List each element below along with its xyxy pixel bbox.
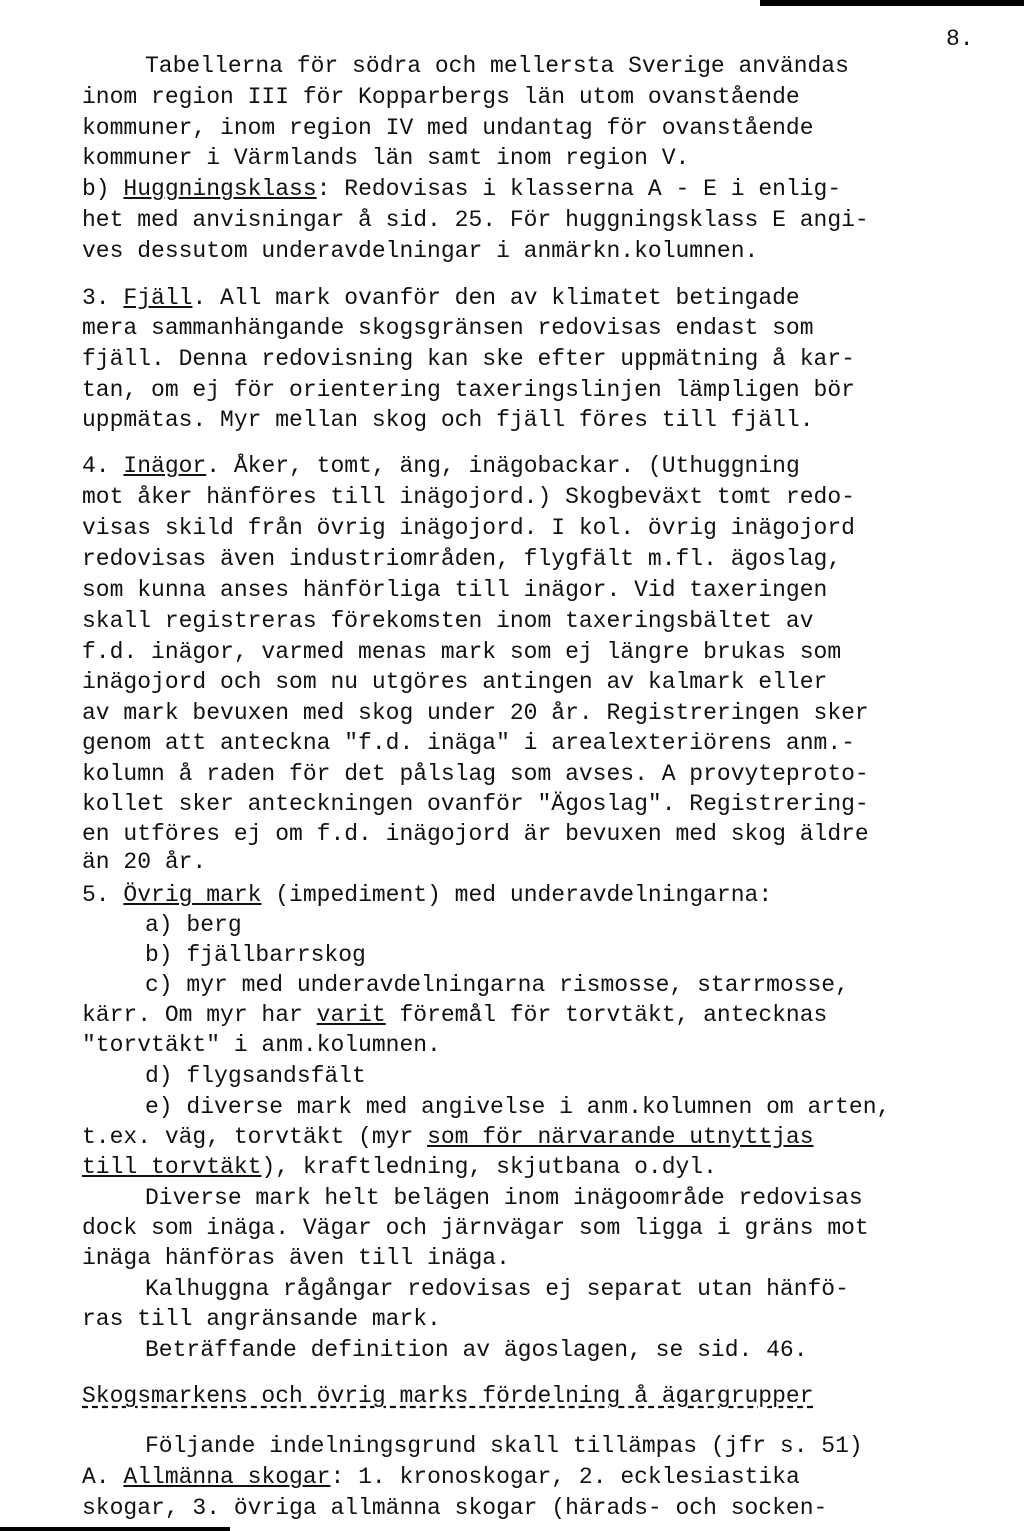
top-edge-bar <box>760 0 1024 6</box>
text-span: t.ex. väg, torvtäkt (myr <box>82 1124 428 1150</box>
page-number: 8. <box>946 26 974 52</box>
underlined-text: Allmänna skogar <box>123 1464 331 1490</box>
text-span: kollet sker anteckningen ovanför "Ägoslag". Registrering- <box>82 791 869 817</box>
text-span: a) berg <box>145 912 242 938</box>
text-line <box>145 941 366 969</box>
underlined-text: Fjäll <box>123 285 193 311</box>
text-span: kärr. Om myr har <box>82 1002 317 1028</box>
text-span: kommuner, inom region IV med undantag för ovanstående <box>82 115 814 141</box>
bottom-edge-bar <box>0 1527 230 1531</box>
text-line <box>82 699 869 727</box>
text-span: b) fjällbarrskog <box>145 942 366 968</box>
text-line <box>82 545 841 573</box>
text-span: e) diverse mark med angivelse i anm.kolumnen om arten, <box>145 1094 891 1120</box>
text-span: Beträffande definition av ägoslagen, se sid. 46. <box>145 1337 808 1363</box>
text-line <box>82 1463 800 1491</box>
text-span: "torvtäkt" i anm.kolumnen. <box>82 1032 441 1058</box>
text-line <box>82 729 855 757</box>
text-line <box>82 607 814 635</box>
text-span: 3. <box>82 285 124 311</box>
text-line <box>145 1093 890 1121</box>
text-span: dock som inäga. Vägar och järnvägar som ligga i gräns mot <box>82 1215 869 1241</box>
text-line <box>82 345 855 373</box>
text-span: A. <box>82 1464 124 1490</box>
text-line <box>82 284 800 312</box>
text-line <box>145 971 849 999</box>
dashed-heading: Skogsmarkens och övrig marks fördelning å ägargrupper <box>82 1383 814 1409</box>
text-line <box>82 406 814 434</box>
underlined-text: Huggningsklass <box>123 176 317 202</box>
text-line <box>145 911 242 939</box>
text-span: b) <box>82 176 124 202</box>
text-line <box>82 1382 814 1410</box>
text-span: . All mark ovanför den av klimatet betingade <box>192 285 800 311</box>
text-line <box>82 848 206 876</box>
text-line <box>82 175 841 203</box>
text-span: ), kraftledning, skjutbana o.dyl. <box>261 1154 717 1180</box>
text-span: föremål för torvtäkt, antecknas <box>385 1002 828 1028</box>
text-span: c) myr med underavdelningarna rismosse, starrmosse, <box>145 972 849 998</box>
text-span: som kunna anses hänförliga till inägor. Vid taxeringen <box>82 577 828 603</box>
text-line <box>145 52 849 80</box>
text-span: 5. <box>82 882 124 908</box>
text-span: 4. <box>82 453 124 479</box>
underlined-text: som för närvarande utnyttjas <box>427 1124 814 1150</box>
text-span: visas skild från övrig inägojord. I kol. övrig inägojord <box>82 515 855 541</box>
text-line <box>82 1305 441 1333</box>
underlined-text: varit <box>316 1002 386 1028</box>
text-line <box>145 1275 849 1303</box>
text-line <box>82 237 758 265</box>
text-span: kommuner i Värmlands län samt inom region V. <box>82 145 690 171</box>
text-line <box>82 144 689 172</box>
text-line <box>82 790 869 818</box>
underlined-text: Övrig mark <box>123 882 262 908</box>
text-line <box>82 114 814 142</box>
text-line <box>82 638 841 666</box>
text-line <box>82 668 827 696</box>
text-span: mot åker hänföres till inägojord.) Skogbeväxt tomt redo- <box>82 484 855 510</box>
underlined-text: Inägor <box>123 453 207 479</box>
text-line <box>82 452 800 480</box>
underlined-text: till torvtäkt <box>82 1154 262 1180</box>
text-span: ves dessutom underavdelningar i anmärkn.kolumnen. <box>82 238 759 264</box>
text-span: redovisas även industriområden, flygfält m.fl. ägoslag, <box>82 546 842 572</box>
text-span: Kalhuggna rågångar redovisas ej separat utan hänfö- <box>145 1276 849 1302</box>
text-line <box>82 483 855 511</box>
text-span: d) flygsandsfält <box>145 1063 366 1089</box>
text-span: (impediment) med underavdelningarna: <box>261 882 773 908</box>
text-span: inom region III för Kopparbergs län utom ovanstående <box>82 84 800 110</box>
text-line <box>145 1336 808 1364</box>
text-line <box>82 1031 441 1059</box>
text-line <box>82 576 827 604</box>
text-span: än 20 år. <box>82 849 207 875</box>
text-line <box>82 514 855 542</box>
text-line <box>82 314 814 342</box>
text-line <box>82 881 772 909</box>
text-line <box>82 376 855 404</box>
text-span: fjäll. Denna redovisning kan ske efter uppmätning å kar- <box>82 346 855 372</box>
text-span: f.d. inägor, varmed menas mark som ej längre brukas som <box>82 639 842 665</box>
text-line <box>82 1153 717 1181</box>
text-span: en utföres ej om f.d. inägojord är bevuxen med skog äldre <box>82 821 869 847</box>
text-line <box>145 1432 863 1460</box>
text-span: uppmätas. Myr mellan skog och fjäll föres till fjäll. <box>82 407 814 433</box>
text-line <box>82 820 869 848</box>
text-span: genom att anteckna "f.d. inäga" i arealexteriörens anm.- <box>82 730 855 756</box>
text-span: kolumn å raden för det pålslag som avses. A provyteproto- <box>82 761 869 787</box>
text-span: . Åker, tomt, äng, inägobackar. (Uthuggning <box>206 453 800 479</box>
text-line <box>82 1001 827 1029</box>
text-span: mera sammanhängande skogsgränsen redovisas endast som <box>82 315 814 341</box>
text-span: inägojord och som nu utgöres antingen av kalmark eller <box>82 669 828 695</box>
text-span: ras till angränsande mark. <box>82 1306 441 1332</box>
text-span: skall registreras förekomsten inom taxeringsbältet av <box>82 608 814 634</box>
text-span: het med anvisningar å sid. 25. För huggningsklass E angi- <box>82 207 869 233</box>
text-line <box>82 1244 510 1272</box>
text-span: Tabellerna för södra och mellersta Sverige användas <box>145 53 849 79</box>
text-line <box>82 206 869 234</box>
text-span: av mark bevuxen med skog under 20 år. Registreringen sker <box>82 700 869 726</box>
text-line <box>82 760 869 788</box>
text-line <box>145 1184 863 1212</box>
text-line <box>82 1123 814 1151</box>
text-span: : 1. kronoskogar, 2. ecklesiastika <box>330 1464 800 1490</box>
text-span: inäga hänföras även till inäga. <box>82 1245 510 1271</box>
text-span: : Redovisas i klasserna A - E i enlig- <box>316 176 842 202</box>
text-line <box>82 1214 869 1242</box>
text-span: Följande indelningsgrund skall tillämpas (jfr s. 51) <box>145 1433 863 1459</box>
text-line <box>145 1062 366 1090</box>
text-span: tan, om ej för orientering taxeringslinjen lämpligen bör <box>82 377 855 403</box>
text-line <box>82 1494 827 1522</box>
text-span: Diverse mark helt belägen inom inägoområde redovisas <box>145 1185 863 1211</box>
text-line <box>82 83 800 111</box>
text-span: skogar, 3. övriga allmänna skogar (härads- och socken- <box>82 1495 828 1521</box>
